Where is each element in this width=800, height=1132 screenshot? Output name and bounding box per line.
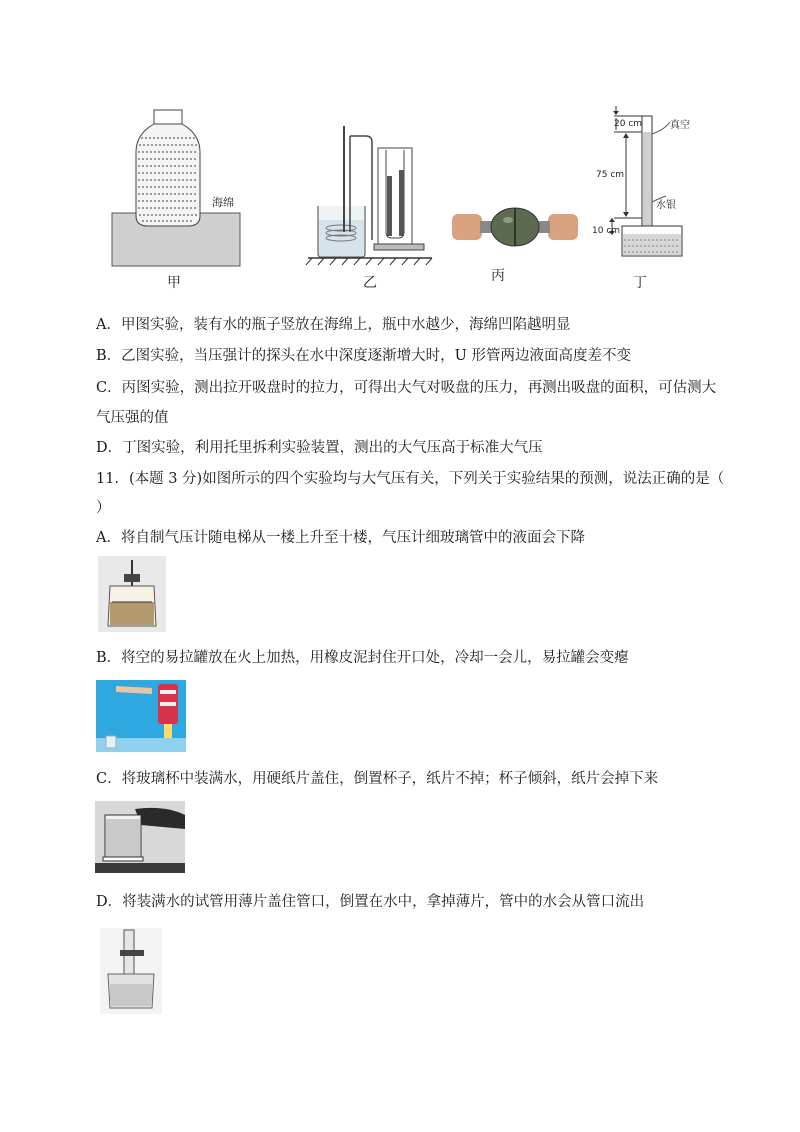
mercury-label: 水银 bbox=[656, 200, 676, 211]
figure-bing-caption: 丙 bbox=[491, 268, 505, 284]
bottle-on-sponge-illustration bbox=[108, 108, 248, 268]
q10-option-d: D．丁图实验，利用托里拆利实验装置，测出的大气压高于标准大气压 bbox=[96, 440, 543, 456]
q10-option-b: B．乙图实验，当压强计的探头在水中深度逐渐增大时，U 形管两边液面高度差不变 bbox=[96, 348, 631, 364]
heated-can-image bbox=[96, 680, 186, 752]
inverted-cup-image bbox=[95, 801, 185, 873]
q11-option-c: C．将玻璃杯中装满水，用硬纸片盖住，倒置杯子，纸片不掉；杯子倾斜，纸片会掉下来 bbox=[96, 771, 659, 787]
q11-stem-line1: 11．(本题 3 分)如图所示的四个实验均与大气压有关，下列关于实验结果的预测，说法正确的是（ bbox=[96, 471, 725, 487]
figure-jia bbox=[108, 108, 248, 268]
q11-option-d: D．将装满水的试管用薄片盖住管口，倒置在水中，拿掉薄片，管中的水会从管口流出 bbox=[96, 894, 645, 910]
dim-20cm: 20 cm bbox=[614, 119, 643, 129]
inverted-test-tube-image bbox=[100, 928, 162, 1014]
vacuum-label: 真空 bbox=[670, 120, 690, 131]
sponge-label: 海绵 bbox=[212, 196, 234, 209]
dim-10cm: 10 cm bbox=[592, 226, 621, 236]
q10-option-a: A．甲图实验，装有水的瓶子竖放在海绵上，瓶中水越少，海绵凹陷越明显 bbox=[96, 317, 571, 333]
homemade-barometer-image bbox=[98, 556, 166, 632]
q11-stem-line2: ） bbox=[96, 500, 111, 516]
suction-cups-photo bbox=[452, 204, 578, 250]
dim-75cm: 75 cm bbox=[596, 170, 625, 180]
q11-option-a: A．将自制气压计随电梯从一楼上升至十楼，气压计细玻璃管中的液面会下降 bbox=[96, 530, 585, 546]
figure-yi-caption: 乙 bbox=[363, 275, 377, 291]
figure-jia-caption: 甲 bbox=[167, 275, 181, 291]
q11-option-b: B．将空的易拉罐放在火上加热，用橡皮泥封住开口处，冷却一会儿，易拉罐会变瘪 bbox=[96, 650, 629, 666]
pressure-gauge-illustration bbox=[304, 120, 436, 270]
figure-bing bbox=[452, 204, 578, 250]
figure-yi bbox=[304, 120, 436, 270]
figure-ding-caption: 丁 bbox=[633, 275, 647, 291]
q10-option-c-line2: 气压强的值 bbox=[96, 410, 169, 426]
q10-option-c-line1: C．丙图实验，测出拉开吸盘时的拉力，可得出大气对吸盘的压力，再测出吸盘的面积，可估测大 bbox=[96, 380, 717, 396]
